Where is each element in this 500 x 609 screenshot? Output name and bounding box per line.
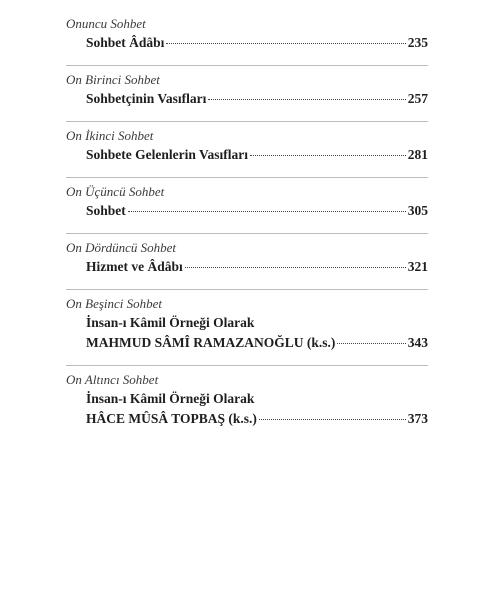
dot-leader — [259, 419, 406, 420]
section-lines — [66, 145, 428, 177]
toc-section — [66, 177, 428, 233]
dot-leader — [250, 155, 406, 156]
toc-section — [66, 365, 428, 441]
dot-leader — [185, 267, 406, 268]
section-lines — [66, 201, 428, 233]
toc-entry[interactable] — [86, 333, 428, 353]
section-heading: On Birinci Sohbet — [66, 72, 160, 87]
toc-section — [66, 15, 428, 65]
section-heading: On İkinci Sohbet — [66, 128, 154, 143]
section-lines — [66, 389, 428, 441]
dot-leader — [208, 99, 405, 100]
toc-entry[interactable] — [86, 89, 428, 109]
page-number: 343 — [407, 335, 428, 350]
entry-title: HÂCE MÛSÂ TOPBAŞ (k.s.) — [86, 411, 257, 426]
section-lines — [66, 313, 428, 365]
page-number: 235 — [407, 35, 428, 50]
toc-section — [66, 289, 428, 365]
toc-entry[interactable] — [86, 257, 428, 277]
entry-subtitle: İnsan-ı Kâmil Örneği Olarak — [86, 391, 255, 406]
toc-section — [66, 233, 428, 289]
toc-entry[interactable] — [86, 145, 428, 165]
section-heading: On Dördüncü Sohbet — [66, 240, 177, 255]
toc-entry[interactable] — [86, 33, 428, 53]
toc-entry[interactable] — [86, 201, 428, 221]
toc-entry[interactable] — [86, 409, 428, 429]
section-heading: On Üçüncü Sohbet — [66, 184, 165, 199]
entry-title: Hizmet ve Âdâbı — [86, 259, 183, 274]
entry-title: Sohbet Âdâbı — [86, 35, 165, 50]
dot-leader — [337, 343, 405, 344]
toc-section — [66, 65, 428, 121]
entry-title: Sohbete Gelenlerin Vasıfları — [86, 147, 248, 162]
section-lines — [66, 33, 428, 65]
section-lines — [66, 89, 428, 121]
table-of-contents — [66, 10, 428, 441]
dot-leader — [128, 211, 406, 212]
entry-subtitle: İnsan-ı Kâmil Örneği Olarak — [86, 315, 255, 330]
section-heading: Onuncu Sohbet — [66, 16, 146, 31]
section-lines — [66, 257, 428, 289]
section-heading: On Beşinci Sohbet — [66, 296, 163, 311]
page-number: 321 — [407, 259, 428, 274]
dot-leader — [166, 43, 405, 44]
page-number: 305 — [407, 203, 428, 218]
page-number: 281 — [407, 147, 428, 162]
page-number: 373 — [407, 411, 428, 426]
page-number: 257 — [407, 91, 428, 106]
entry-title: MAHMUD SÂMÎ RAMAZANOĞLU (k.s.) — [86, 335, 336, 350]
entry-title: Sohbetçinin Vasıfları — [86, 91, 207, 106]
toc-section — [66, 121, 428, 177]
section-heading: On Altıncı Sohbet — [66, 372, 159, 387]
entry-title: Sohbet — [86, 203, 126, 218]
